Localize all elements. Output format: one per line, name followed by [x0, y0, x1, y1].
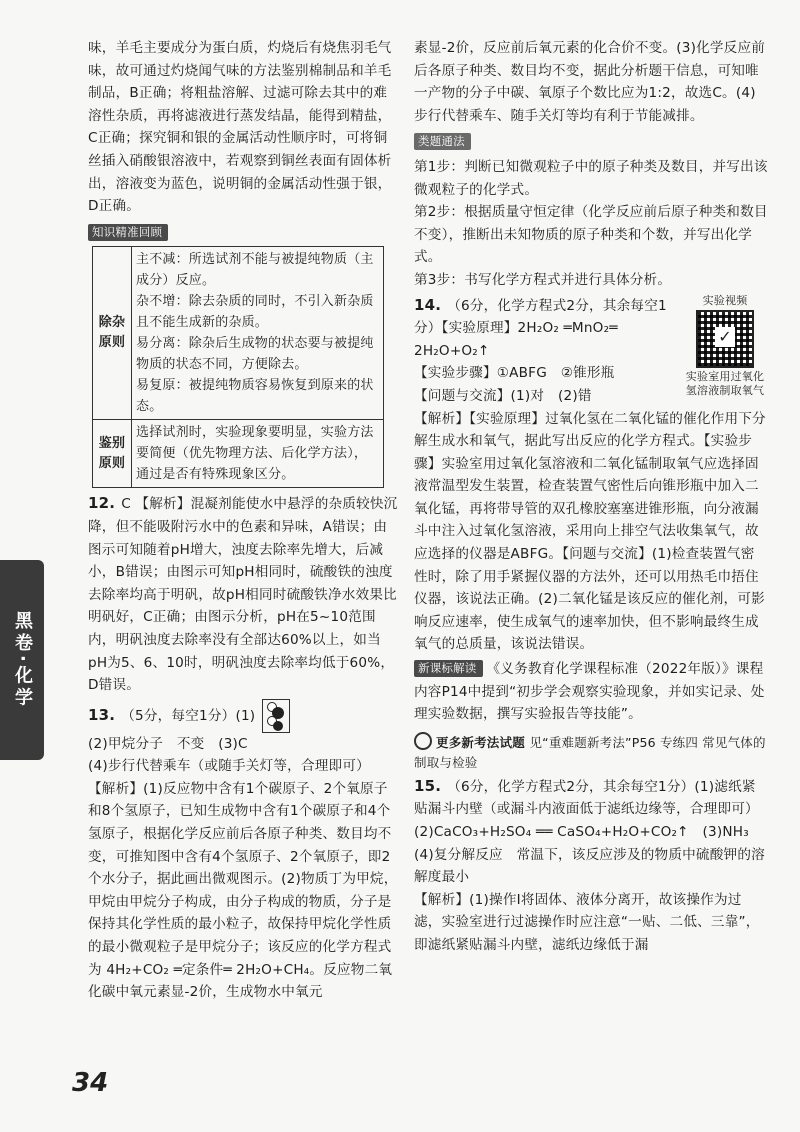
- row-body-identify: 选择试剂时，实验现象要明显，实验方法要简便（优先物理方法、后化学方法），通过是否有特殊现象区分。: [132, 420, 384, 488]
- qr-title: 实验视频: [702, 293, 748, 307]
- question-13-line2: (2)甲烷分子 不变 (3)C: [88, 735, 248, 752]
- principle-table: [92, 246, 384, 488]
- row-head-identify: 鉴别原则: [93, 420, 132, 488]
- question-number: 13.: [88, 705, 116, 724]
- method-step: 第2步：根据质量守恒定律（化学反应前后原子种类和数目不变），推断出未知物质的原子种类和个数，并写出化学式。: [414, 204, 768, 266]
- question-15-text: （6分，化学方程式2分，其余每空1分）(1)滤纸紧贴漏斗内壁（或漏斗内液面低于滤纸边缘等，合理即可） (2)CaCO₃+H₂SO₄ ══ CaSO₄+H₂O+CO₂↑ (3)NH₃ (4)复分解反应 常温下，该反应涉及的物质中硫酸钾的溶解度最小: [414, 778, 766, 886]
- subject-sidebar-tab: 黑卷·化学: [0, 560, 44, 760]
- question-13-head: （5分，每空1分）(1): [121, 707, 256, 724]
- new-course-text: 《义务教育化学课程标准（2022年版）》课程内容P14中提到“初步学会观察实验现象，并如实记录、处理实验数据，撰写实验报告等技能”。: [414, 661, 765, 723]
- question-13-analysis: 【解析】(1)反应物中含有1个碳原子、2个氧原子和8个氢原子，已知生成物中含有1个碳原子和4个氢原子，根据化学反应前后各原子种类、数目均不变，可推知图中含有4个氢原子、2个氧原子，即2个水分子，据此画出微观图示。(2)物质丁为甲烷，甲烷由甲烷分子构成，由分子构成的物质，分子是保持其化学性质的最小粒子，故保持甲烷化学性质的最小微观粒子是甲烷分子；该反应的化学方程式为 4H₂+CO₂ ═定条件═ 2H₂O+CH₄。反应物二氧化碳中氧元素显-2价，生成物水中氧元: [88, 780, 398, 1001]
- new-course-tag: 新课标解读: [414, 660, 483, 677]
- question-12: [88, 492, 400, 696]
- question-15: [414, 775, 768, 889]
- question-14-qa: 【问题与交流】(1)对 (2)错: [414, 387, 592, 404]
- more-text: 见“重难题新考法”P56 专练四 常见气体的制取与检验: [414, 734, 766, 770]
- right-column: [414, 37, 768, 957]
- rule-line: 主不减：所选试剂不能与被提纯物质（主成分）反应。: [136, 252, 374, 289]
- qr-caption: 实验室用过氧化氢溶液制取氧气: [685, 369, 765, 397]
- continued-paragraph: 素显-2价，反应前后氧元素的化合价不变。(3)化学反应前后各原子种类、数目均不变，据此分析题干信息，可知唯一产物的分子中碳、氧原子个数比应为1:2，故选C。(4)步行代替乘车、随手关灯等均有利于节能减排。: [414, 40, 766, 124]
- question-13-line3: (4)步行代替乘车（或随手关灯等，合理即可）: [88, 758, 370, 775]
- more-questions-link[interactable]: [414, 732, 768, 773]
- qr-code-icon[interactable]: [696, 310, 754, 368]
- rule-line: 易分离：除杂后生成物的状态要与被提纯物质的状态不同，方便除去。: [136, 336, 374, 373]
- question-15-analysis: 【解析】(1)操作Ⅰ将固体、液体分离开，故该操作为过滤，实验室进行过滤操作时应注意“一贴、二低、三靠”，即滤纸紧贴漏斗内壁，滤纸边缘低于漏: [414, 891, 760, 953]
- intro-paragraph: 味，羊毛主要成分为蛋白质，灼烧后有烧焦羽毛气味，故可通过灼烧闻气味的方法鉴别棉制品和羊毛制品，B正确；将粗盐溶解、过滤可除去其中的难溶性杂质，再将滤液进行蒸发结晶，能得到精盐，C正确；探究铜和银的金属活动性顺序时，可将铜丝插入硝酸银溶液中，若观察到铜丝表面有固体析出，溶液变为蓝色，说明铜的金属活动性强于银，D正确。: [88, 40, 392, 215]
- question-number: 14.: [414, 295, 442, 314]
- question-14-steps: 【实验步骤】①ABFG ②锥形瓶: [414, 365, 615, 382]
- rule-line: 易复原：被提纯物质容易恢复到原来的状态。: [136, 378, 374, 415]
- table-row: [93, 420, 384, 488]
- row-body-removal: [132, 247, 384, 420]
- question-14: [414, 294, 768, 657]
- molecule-diagram-icon: [262, 699, 290, 733]
- question-12-text: C 【解析】混凝剂能使水中悬浮的杂质较快沉降，但不能吸附污水中的色素和异味，A错误；由图示可知随着pH增大，浊度去除率先增大，后减小，B错误；由图示可知pH相同时，硫酸铁的浊度去除率均高于明矾，故pH相同时硫酸铁净水效果比明矾好，C正确；由图示分析，pH在5~10范围内，明矾浊度去除率没有全部达60%以上，如当pH为5、6、10时，明矾浊度去除率均低于60%，D错误。: [88, 496, 398, 694]
- new-course-note: [414, 658, 768, 726]
- method-tag: 类题通法: [414, 133, 471, 150]
- qr-code-block[interactable]: [682, 294, 768, 398]
- page-number: 34: [72, 1068, 109, 1098]
- left-column: [88, 37, 400, 1004]
- question-14-head: （6分，化学方程式2分，其余每空1分）【实验原理】2H₂O₂ ═MnO₂═ 2H₂O+O₂↑: [414, 297, 667, 359]
- question-number: 15.: [414, 776, 442, 795]
- method-step: 第1步：判断已知微观粒子中的原子种类及数目，并写出该微观粒子的化学式。: [414, 158, 768, 198]
- question-14-analysis: 【解析】【实验原理】过氧化氢在二氧化锰的催化作用下分解生成水和氧气，据此写出反应的化学方程式。【实验步骤】实验室用过氧化氢溶液和二氧化锰制取氧气应选择固液常温型发生装置，检查装置气密性后向锥形瓶中加入二氧化锰，再将带导管的双孔橡胶塞塞进锥形瓶，向分液漏斗中注入过氧化氢溶液，采用向上排空气法收集氧气，故应选择的仪器是ABFG。【问题与交流】(1)检查装置气密性时，除了用手紧握仪器的方法外，还可以用热毛巾捂住仪器，该说法正确。(2)二氧化锰是该反应的催化剂，可影响反应速率，使生成氧气的速率加快，但不影响最终生成氧气的总质量，该说法错误。: [414, 410, 766, 653]
- table-row: [93, 247, 384, 420]
- row-head-removal: 除杂原则: [93, 247, 132, 420]
- question-13: [88, 699, 400, 733]
- method-header: [414, 131, 768, 154]
- link-icon: [414, 732, 432, 750]
- question-number: 12.: [88, 494, 116, 513]
- method-step: 第3步：书写化学方程式并进行具体分析。: [414, 271, 672, 288]
- knowledge-tag: 知识精准回顾: [88, 224, 168, 241]
- rule-line: 杂不增：除去杂质的同时，不引入新杂质且不能生成新的杂质。: [136, 294, 374, 331]
- knowledge-review-header: [88, 222, 400, 245]
- more-title: 更多新考法试题: [436, 734, 525, 750]
